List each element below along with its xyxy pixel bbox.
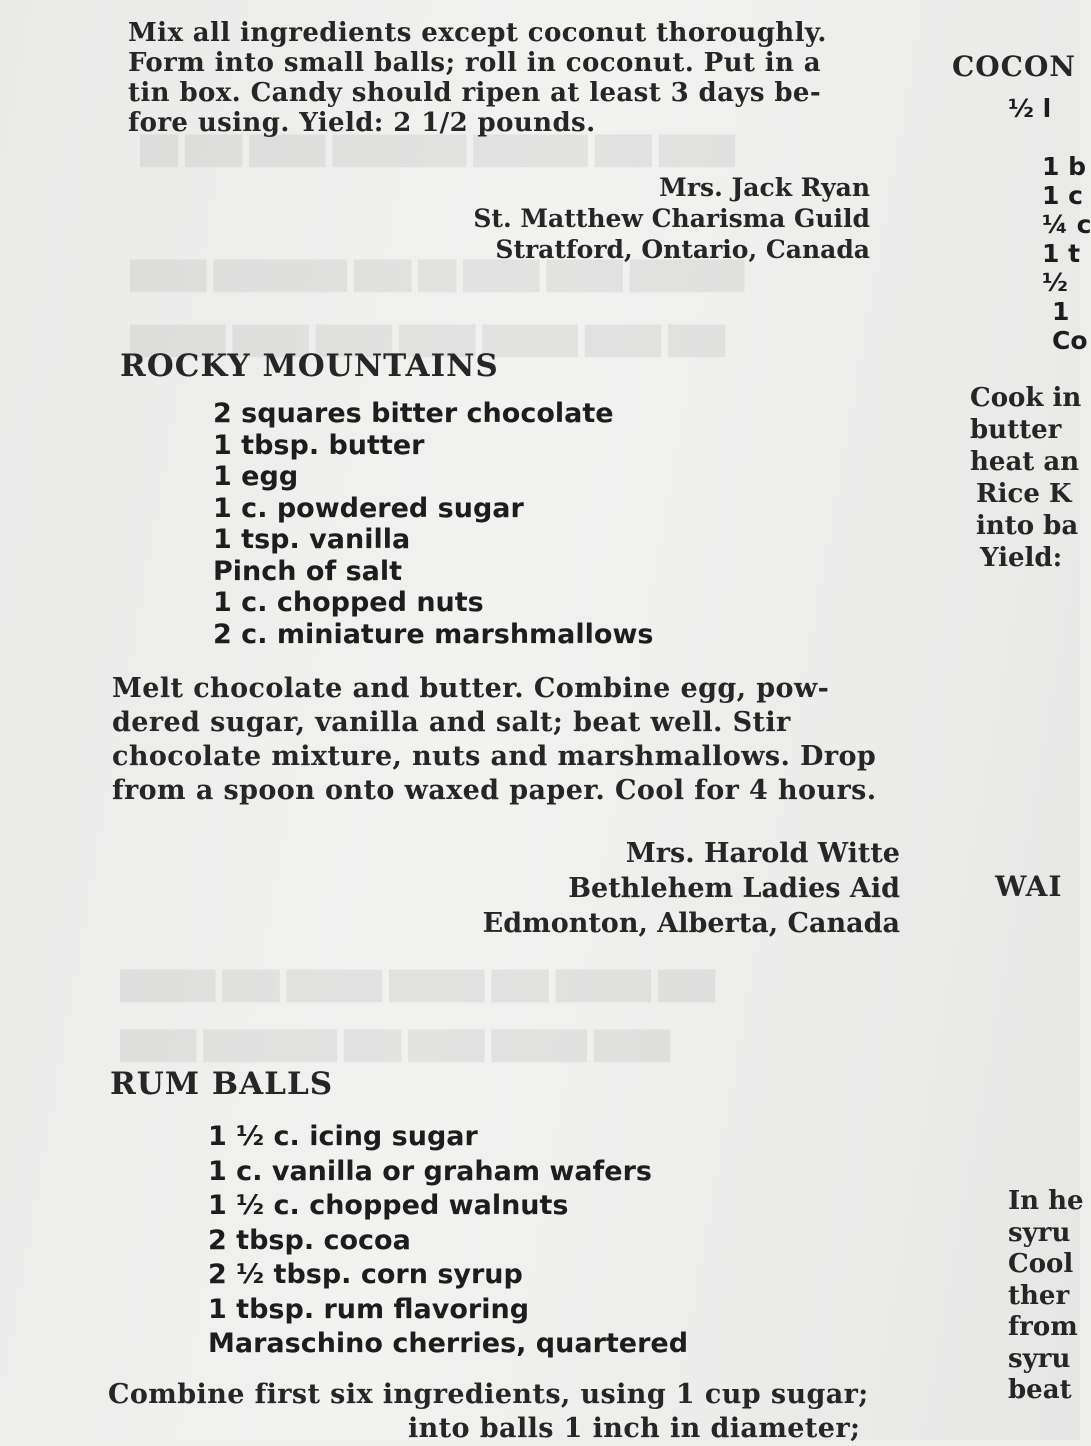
bleed-through-text: ███ ████ █████ ████ ████ ████ █████ (130, 325, 726, 355)
instruction-line: Mix all ingredients except coconut thoroughly. (128, 18, 827, 48)
ingredient-item: 1 ½ c. chopped walnuts (208, 1190, 569, 1221)
ingredient-fragment: Co (1052, 326, 1088, 355)
right-column-ingredients (1008, 94, 1091, 355)
right-column-heading-top: COCON (952, 50, 1076, 83)
instruction-fragment: into ba (976, 511, 1079, 541)
recipe-title-rocky-mountains: ROCKY MOUNTAINS (120, 348, 499, 384)
ingredient-fragment: ¼ c (1042, 210, 1091, 239)
ingredient-item: Pinch of salt (213, 555, 403, 587)
rum-balls-ingredients (208, 1120, 688, 1362)
rocky-mountains-contributor (483, 836, 900, 941)
ingredient-item: 1 tsp. vanilla (213, 524, 411, 555)
instruction-fragment: Cook in (970, 383, 1082, 413)
top-recipe-contributor (473, 172, 870, 265)
instruction-fragment: beat (1008, 1375, 1072, 1405)
instruction-line: Melt chocolate and butter. Combine egg, pow- (112, 673, 830, 704)
instruction-line: Combine first six ingredients, using 1 cup sugar; (108, 1379, 869, 1410)
rum-balls-instructions (108, 1378, 869, 1446)
ingredient-fragment: 1 t (1042, 239, 1081, 268)
ingredient-fragment: ½ (1042, 268, 1068, 297)
contributor-name: Mrs. Jack Ryan (659, 173, 870, 202)
rocky-mountains-ingredients (213, 398, 653, 650)
instruction-line: fore using. Yield: 2 1/2 pounds. (128, 108, 596, 138)
instruction-fragment: In he (1008, 1186, 1084, 1216)
ingredient-fragment: 1 (1052, 297, 1070, 326)
contributor-location: Edmonton, Alberta, Canada (482, 908, 900, 939)
instruction-line: Form into small balls; roll in coconut. Put in a (128, 48, 822, 78)
instruction-fragment: from (1008, 1312, 1078, 1342)
instruction-fragment: Cool (1008, 1249, 1074, 1279)
instruction-fragment: heat an (970, 447, 1080, 477)
bleed-through-text: ████ ███ ██████ ███████ ████ ███ ██ (140, 135, 736, 165)
ingredient-item: 1 c. vanilla or graham wafers (208, 1155, 652, 1187)
ingredient-item: 2 tbsp. cocoa (208, 1224, 411, 1256)
ingredient-item: 1 c. chopped nuts (213, 587, 484, 618)
right-column-instructions-bottom (1008, 1186, 1084, 1407)
instruction-fragment: syru (1008, 1217, 1071, 1248)
bleed-through-text: ███ █████ ███ █████ █████ ███ █████ (120, 970, 716, 1000)
ingredient-fragment: 1 c (1042, 181, 1083, 210)
ingredient-item: 2 ½ tbsp. corn syrup (208, 1259, 523, 1290)
instruction-fragment: Rice K (976, 479, 1072, 509)
instruction-line: tin box. Candy should ripen at least 3 days be- (128, 78, 822, 108)
ingredient-item: Maraschino cherries, quartered (208, 1328, 689, 1359)
instruction-line: dered sugar, vanilla and salt; beat well. Stir (112, 707, 791, 738)
instruction-fragment: ther (1008, 1280, 1070, 1311)
rocky-mountains-instructions (112, 672, 877, 808)
ingredient-item: 1 c. powdered sugar (213, 492, 524, 524)
instruction-fragment: syru (1008, 1343, 1071, 1374)
instruction-line: from a spoon onto waxed paper. Cool for 4 hours. (112, 775, 877, 806)
ingredient-item: 1 tbsp. butter (213, 429, 425, 461)
contributor-location: Stratford, Ontario, Canada (495, 235, 870, 264)
contributor-group: Bethlehem Ladies Aid (568, 873, 900, 904)
contributor-name: Mrs. Harold Witte (625, 838, 900, 869)
bleed-through-text: ██████ ████ ████ ██ ███ ███████ ████ (130, 260, 745, 290)
instruction-line: into balls 1 inch in diameter; (408, 1413, 861, 1444)
ingredient-item: 1 ½ c. icing sugar (208, 1121, 478, 1152)
ingredient-item: 2 squares bitter chocolate (213, 398, 614, 429)
instruction-fragment: Yield: (980, 543, 1063, 573)
contributor-group: St. Matthew Charisma Guild (473, 204, 870, 233)
top-recipe-instructions (128, 18, 827, 138)
instruction-fragment: butter (970, 415, 1062, 445)
ingredient-item: 1 tbsp. rum flavoring (208, 1293, 530, 1325)
ingredient-item: 1 egg (213, 461, 299, 492)
recipe-title-rum-balls: RUM BALLS (110, 1066, 334, 1102)
bleed-through-text: ████ █████ ████ ███ ███████ ████ (120, 1030, 671, 1060)
ingredient-fragment: ½ l (1008, 94, 1052, 123)
ingredient-item: 2 c. miniature marshmallows (213, 618, 654, 650)
ingredient-fragment: 1 b (1042, 152, 1086, 181)
right-column-heading-mid: WAI (995, 870, 1063, 903)
instruction-line: chocolate mixture, nuts and marshmallows. Drop (112, 741, 877, 772)
right-column-instructions-mid (970, 382, 1081, 574)
